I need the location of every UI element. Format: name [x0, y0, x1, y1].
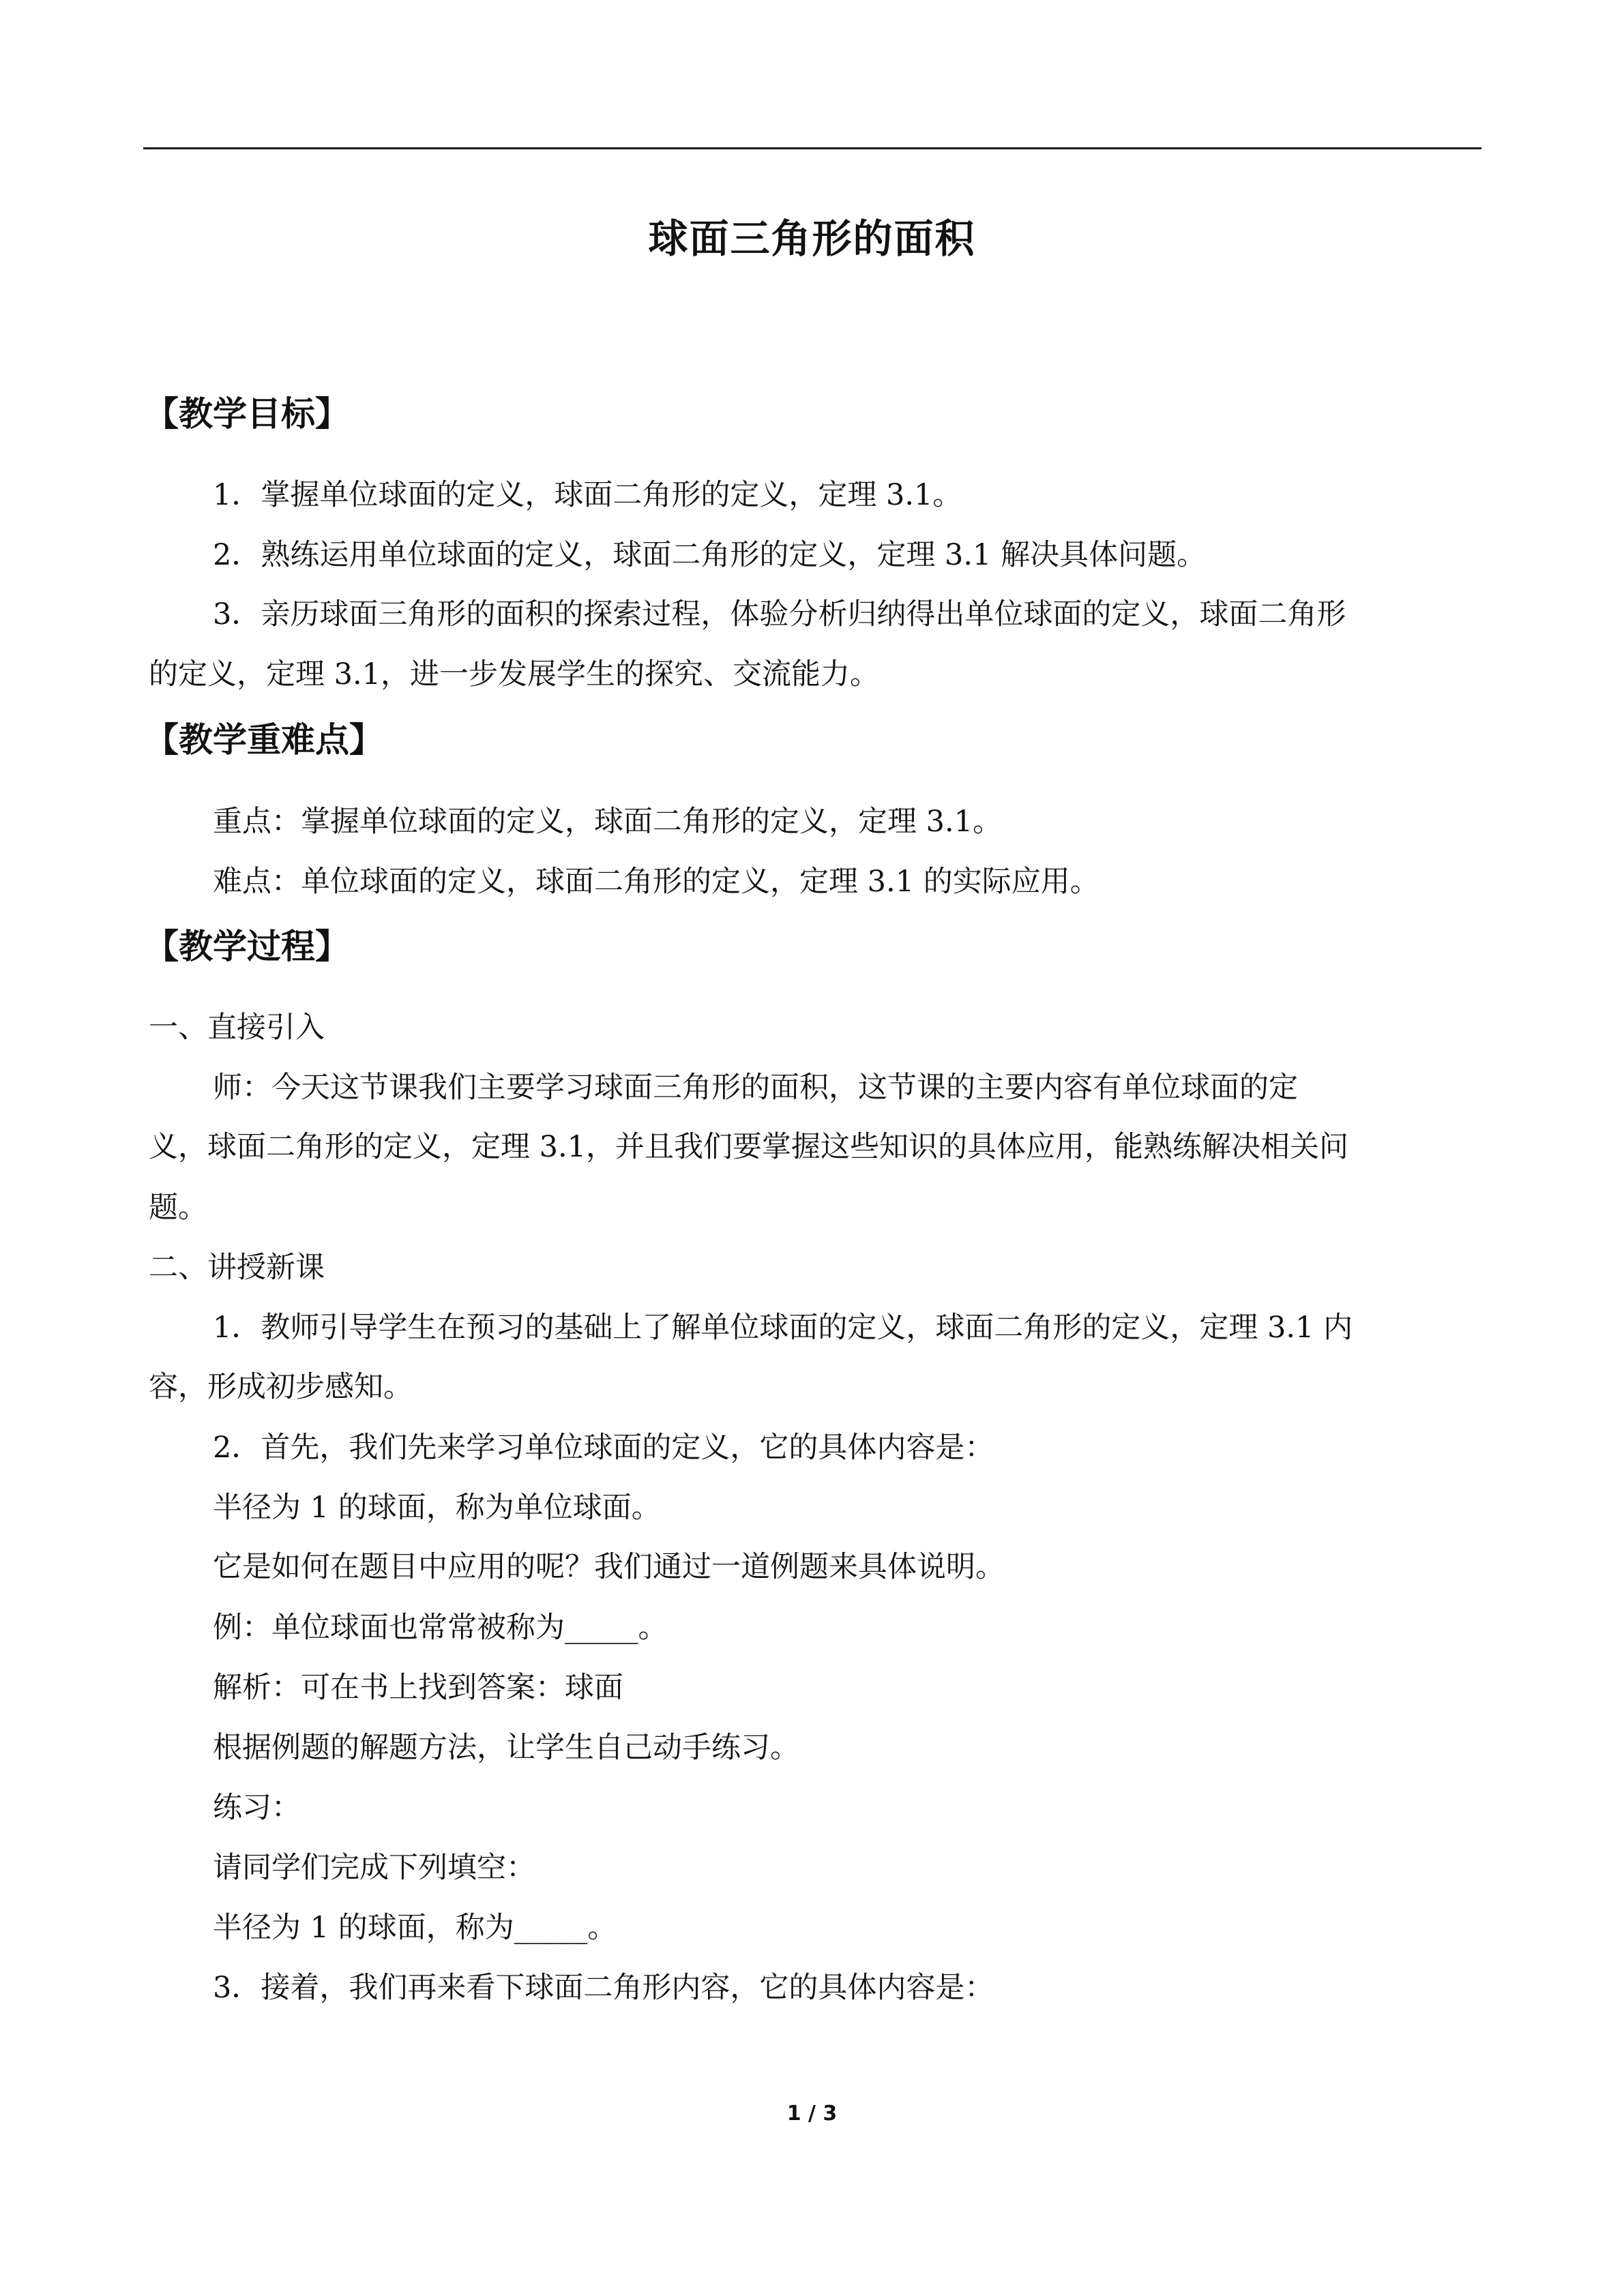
example-question: 例：单位球面也常常被称为_____。: [213, 1611, 668, 1645]
practice-intro: 根据例题的解题方法，让学生自己动手练习。: [213, 1731, 799, 1765]
teacher-intro-line-1: 师：今天这节课我们主要学习球面三角形的面积，这节课的主要内容有单位球面的定: [213, 1071, 1298, 1105]
key-point-focus: 重点：掌握单位球面的定义，球面二角形的定义，定理 3.1。: [213, 805, 1003, 839]
transition-text: 它是如何在题目中应用的呢？我们通过一道例题来具体说明。: [213, 1550, 1005, 1584]
key-point-difficulty: 难点：单位球面的定义，球面二角形的定义，定理 3.1 的实际应用。: [213, 865, 1099, 899]
page-title: 球面三角形的面积: [648, 215, 976, 262]
objective-item-1: 1．掌握单位球面的定义，球面二角形的定义，定理 3.1。: [213, 478, 962, 512]
section-heading-objectives: 【教学目标】: [145, 394, 349, 434]
teacher-intro-line-2: 义，球面二角形的定义，定理 3.1，并且我们要掌握这些知识的具体应用，能熟练解决相关问: [149, 1130, 1349, 1164]
practice-prompt: 请同学们完成下列填空：: [213, 1851, 535, 1885]
practice-label: 练习：: [213, 1791, 301, 1825]
definition-unit-sphere: 半径为 1 的球面，称为单位球面。: [213, 1491, 661, 1525]
section-heading-key-points: 【教学重难点】: [145, 720, 383, 760]
objective-item-3-line-1: 3．亲历球面三角形的面积的探索过程，体验分析归纳得出单位球面的定义，球面二角形: [213, 597, 1346, 631]
teacher-intro-line-3: 题。: [149, 1191, 207, 1225]
example-analysis: 解析：可在书上找到答案：球面: [213, 1671, 623, 1705]
step-1-line-1: 1．教师引导学生在预习的基础上了解单位球面的定义，球面二角形的定义，定理 3.1 内: [213, 1311, 1353, 1345]
process-part-1-title: 一、直接引入: [149, 1011, 325, 1045]
step-1-line-2: 容，形成初步感知。: [149, 1370, 413, 1404]
section-heading-process: 【教学过程】: [145, 927, 349, 966]
page-indicator: 1 / 3: [786, 2102, 838, 2126]
process-part-2-title: 二、讲授新课: [149, 1251, 325, 1285]
step-2: 2．首先，我们先来学习单位球面的定义，它的具体内容是：: [213, 1431, 994, 1465]
step-3: 3．接着，我们再来看下球面二角形内容，它的具体内容是：: [213, 1971, 994, 2005]
objective-item-3-line-2: 的定义，定理 3.1，进一步发展学生的探究、交流能力。: [149, 657, 880, 691]
header-rule: [143, 147, 1481, 149]
practice-question: 半径为 1 的球面，称为_____。: [213, 1911, 617, 1945]
objective-item-2: 2．熟练运用单位球面的定义，球面二角形的定义，定理 3.1 解决具体问题。: [213, 538, 1207, 572]
